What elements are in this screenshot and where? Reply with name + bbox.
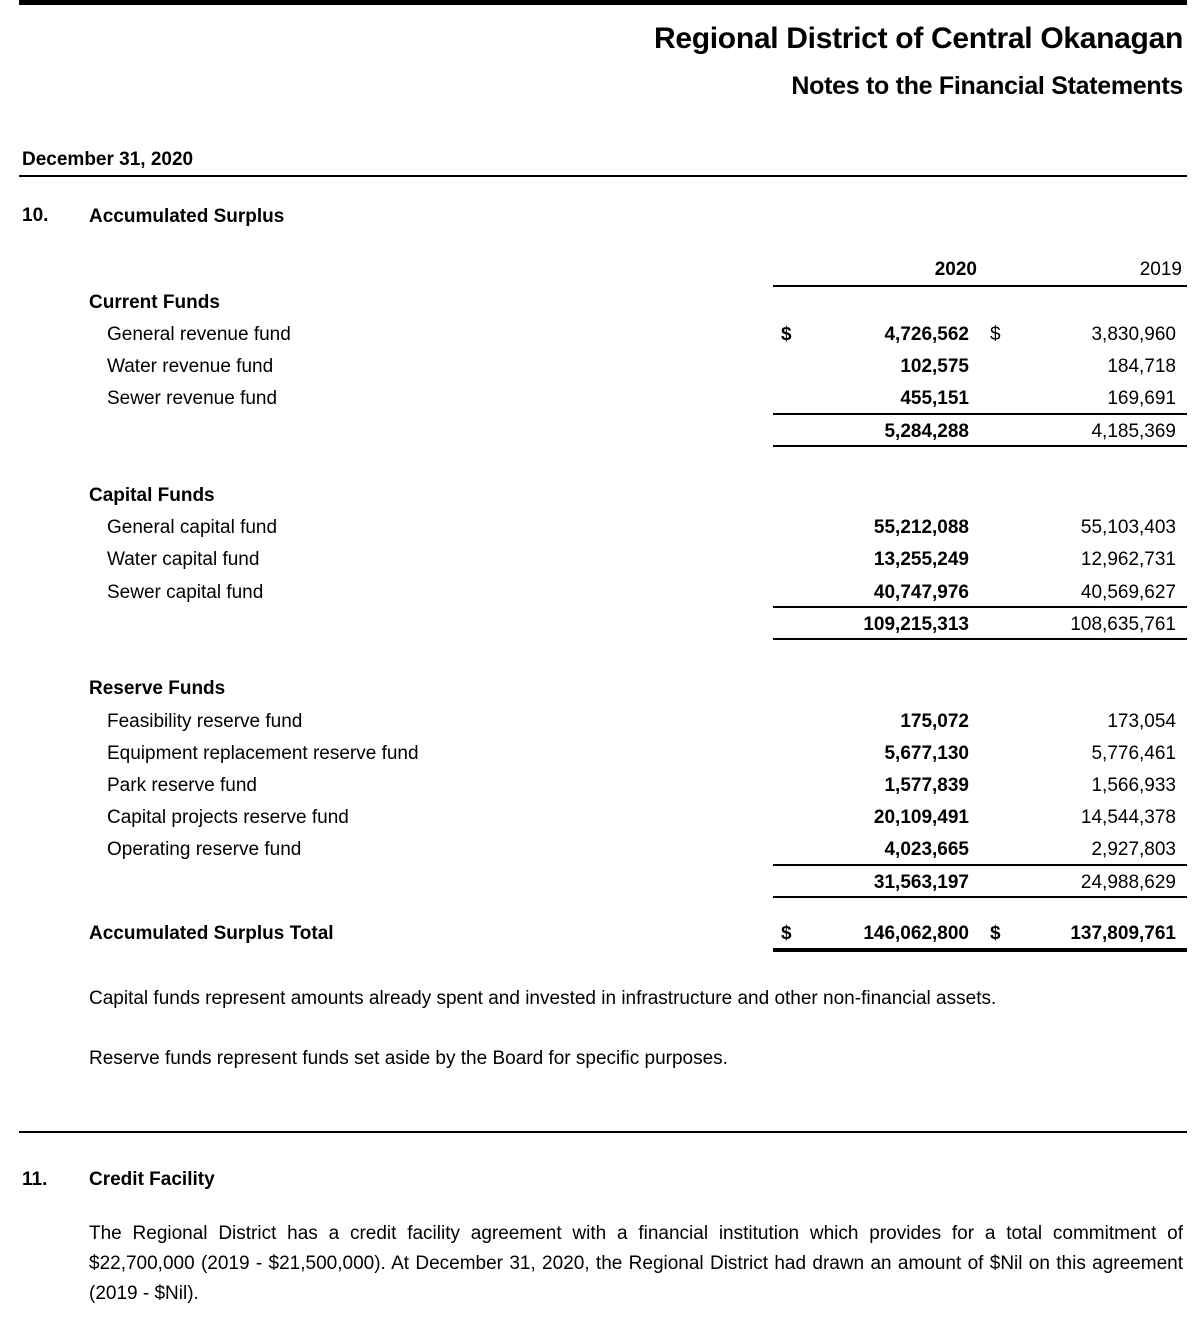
organization-title: Regional District of Central Okanagan [653,22,1183,55]
subtotal-underline [773,896,1187,898]
value-2019: 184,718 [1107,356,1176,377]
value-2019: 1,566,933 [1091,775,1176,796]
value-2020: 13,255,249 [873,549,969,570]
row-label: Feasibility reserve fund [107,711,303,732]
total-2019: 137,809,761 [1070,923,1176,944]
subtotal-underline [773,638,1187,640]
row-label: Equipment replacement reserve fund [107,743,419,764]
credit-facility-body: The Regional District has a credit facility agreement with a financial institution which provides for a total commitment of $22,700,000 (2019 - $21,500,000). At December 31, 2020, the Regional District had drawn an amount of $Nil on this agreement (2019 - $Nil). [89,1223,1183,1304]
value-2019: 173,054 [1107,711,1176,732]
total-double-underline [773,948,1187,952]
note-number: 11. [22,1169,48,1190]
total-label: Accumulated Surplus Total [89,923,334,944]
value-2020: 455,151 [900,388,969,409]
subtotal-rule [773,413,1187,415]
value-2020: 4,726,562 [884,324,969,345]
value-2019: 14,544,378 [1080,807,1176,828]
column-header-2019: 2019 [1139,259,1182,280]
subtotal-rule [773,606,1187,608]
group-heading-reserve-funds: Reserve Funds [89,678,226,699]
capital-funds-note: Capital funds represent amounts already spent and invested in infrastructure and other non-financial assets. [89,988,997,1009]
subtotal-2020: 5,284,288 [884,421,969,442]
value-2019: 2,927,803 [1091,839,1176,860]
currency-symbol: $ [990,923,1001,944]
date-underline [19,175,1187,177]
currency-symbol: $ [990,324,1001,345]
note-title: Credit Facility [89,1169,215,1190]
currency-symbol: $ [781,324,792,345]
column-header-rule [773,285,1187,287]
row-label: Water revenue fund [107,356,274,377]
value-2019: 40,569,627 [1080,582,1176,603]
value-2020: 102,575 [900,356,969,377]
row-label: General capital fund [107,517,278,538]
group-heading-current-funds: Current Funds [89,292,220,313]
subtotal-2020: 109,215,313 [863,614,969,635]
document-title: Notes to the Financial Statements [791,72,1183,100]
currency-symbol: $ [781,923,792,944]
value-2020: 20,109,491 [873,807,969,828]
value-2019: 5,776,461 [1091,743,1176,764]
column-header-2020: 2020 [934,259,977,280]
section-divider [19,1131,1187,1133]
value-2020: 5,677,130 [884,743,969,764]
value-2019: 169,691 [1107,388,1176,409]
value-2020: 40,747,976 [873,582,969,603]
row-label: Sewer revenue fund [107,388,278,409]
row-label: Sewer capital fund [107,582,264,603]
note-title: Accumulated Surplus [89,206,285,227]
subtotal-underline [773,445,1187,447]
subtotal-2019: 108,635,761 [1070,614,1176,635]
group-heading-capital-funds: Capital Funds [89,485,215,506]
value-2019: 12,962,731 [1080,549,1176,570]
row-label: Capital projects reserve fund [107,807,349,828]
value-2019: 3,830,960 [1091,324,1176,345]
reserve-funds-note: Reserve funds represent funds set aside by the Board for specific purposes. [89,1048,728,1069]
top-border-rule [19,0,1187,5]
subtotal-2019: 4,185,369 [1091,421,1176,442]
value-2020: 4,023,665 [884,839,969,860]
value-2020: 1,577,839 [884,775,969,796]
note-number: 10. [22,205,49,226]
row-label: Operating reserve fund [107,839,302,860]
subtotal-rule [773,864,1187,866]
row-label: Water capital fund [107,549,260,570]
value-2019: 55,103,403 [1080,517,1176,538]
row-label: General revenue fund [107,324,291,345]
subtotal-2019: 24,988,629 [1080,872,1176,893]
value-2020: 55,212,088 [873,517,969,538]
row-label: Park reserve fund [107,775,257,796]
value-2020: 175,072 [900,711,969,732]
subtotal-2020: 31,563,197 [873,872,969,893]
total-2020: 146,062,800 [863,923,969,944]
statement-date: December 31, 2020 [22,149,194,170]
